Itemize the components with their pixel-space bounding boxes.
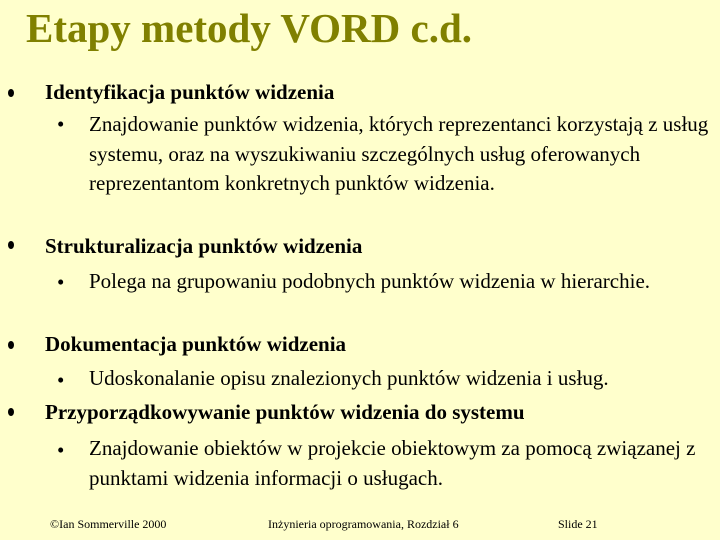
sub-bullet: •: [57, 270, 65, 294]
item-heading: Strukturalizacja punktów widzenia: [45, 234, 363, 258]
bullet-dot-icon: [8, 408, 14, 416]
bullet-dot-icon: [8, 341, 14, 349]
item-detail: Znajdowanie obiektów w projekcie obiektowym za pomocą związanej z punktami widzenia informacji o usługach.: [89, 436, 696, 490]
item-detail: Polega na grupowaniu podobnych punktów widzenia w hierarchie.: [89, 269, 651, 293]
footer-slide-number: Slide 21: [558, 517, 598, 531]
bullet-dot-icon: [8, 241, 14, 249]
sub-bullet: •: [57, 368, 65, 392]
item-detail: Udoskonalanie opisu znalezionych punktów widzenia i usług.: [89, 366, 609, 390]
item-heading: Dokumentacja punktów widzenia: [45, 332, 347, 356]
slide-title: Etapy metody VORD c.d.: [26, 5, 473, 51]
footer-course: Inżynieria oprogramowania, Rozdział 6: [268, 517, 459, 531]
item-heading: Przyporządkowywanie punktów widzenia do systemu: [45, 400, 525, 424]
sub-bullet: •: [57, 112, 65, 136]
item-detail: Znajdowanie punktów widzenia, których reprezentanci korzystają z usług systemu, oraz na wyszukiwaniu szczególnych usług oferowanych reprezentantom konkretnych punktów widzenia.: [89, 112, 709, 195]
footer-copyright: ©Ian Sommerville 2000: [50, 517, 167, 531]
sub-bullet: •: [57, 438, 65, 462]
bullet-dot-icon: [8, 89, 14, 97]
item-heading: Identyfikacja punktów widzenia: [45, 80, 335, 104]
